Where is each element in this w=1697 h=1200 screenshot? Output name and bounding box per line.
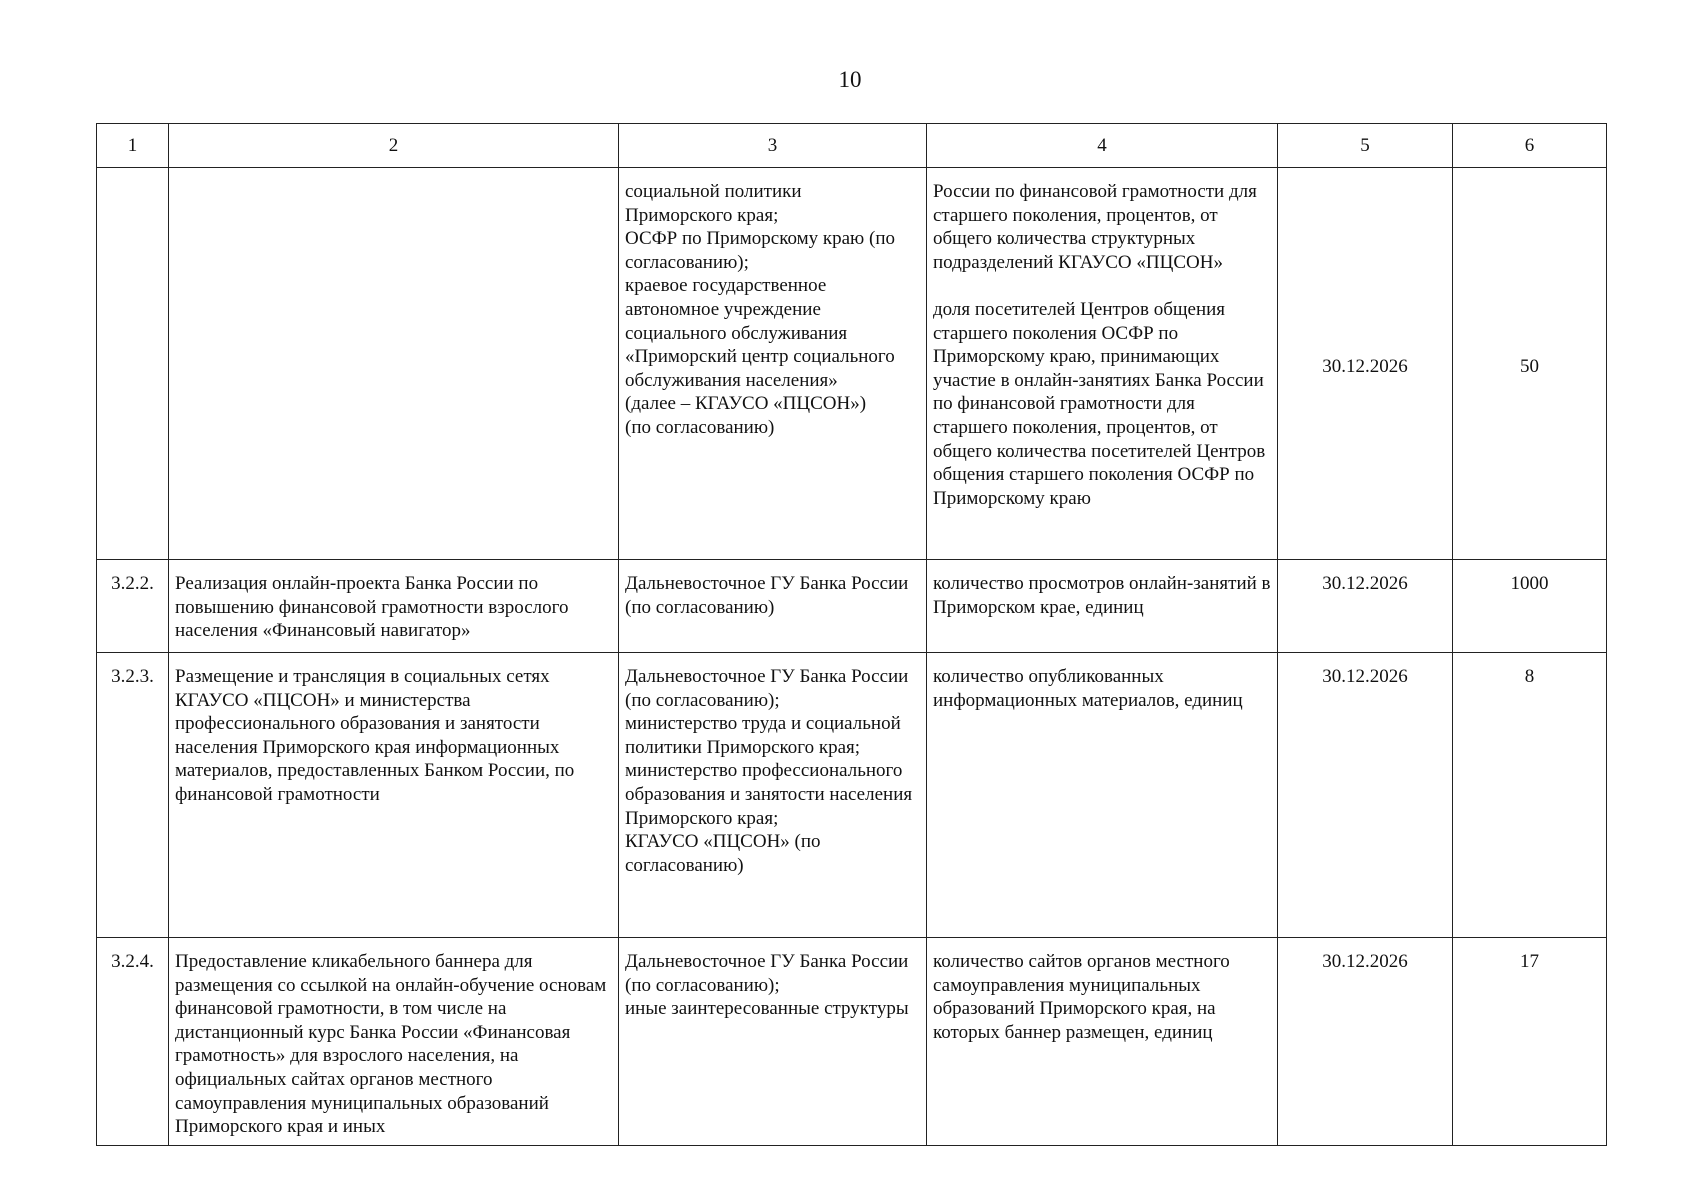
- table-row: [97, 560, 1607, 653]
- deadline-cell: 30.12.2026: [1278, 168, 1453, 560]
- header-col-5: 5: [1278, 124, 1453, 168]
- responsible-cell: социальной политики Приморского края; ОСФР по Приморскому краю (по согласованию); краевое государственное автономное учреждение социального обслуживания «Приморский центр социального обслуживания населения» (далее – КГАУСО «ПЦСОН») (по согласованию): [619, 168, 927, 560]
- indicator-cell: количество опубликованных информационных материалов, единиц: [927, 653, 1278, 938]
- header-col-6: 6: [1453, 124, 1607, 168]
- table-row: [97, 168, 1607, 560]
- indicator-cell: количество просмотров онлайн-занятий в Приморском крае, единиц: [927, 560, 1278, 653]
- measure-cell: Предоставление кликабельного баннера для размещения со ссылкой на онлайн-обучение основам финансовой грамотности, в том числе на дистанционный курс Банка России «Финансовая грамотность» для взрослого населения, на официальных сайтах органов местного самоуправления муниципальных образований Приморского края и иных: [169, 938, 619, 1146]
- indicator-cell: России по финансовой грамотности для старшего поколения, процентов, от общего количества структурных подразделений КГАУСО «ПЦСОН» доля посетителей Центров общения старшего поколения ОСФР по Приморскому краю, принимающих участие в онлайн-занятиях Банка России по финансовой грамотности для старшего поколения, процентов, от общего количества посетителей Центров общения старшего поколения ОСФР по Приморскому краю: [927, 168, 1278, 560]
- header-col-4: 4: [927, 124, 1278, 168]
- plan-table: [96, 123, 1607, 1146]
- target-value-cell: 1000: [1453, 560, 1607, 653]
- row-number-cell: 3.2.2.: [97, 560, 169, 653]
- page-number: 10: [838, 67, 862, 92]
- table-header-row: [97, 124, 1607, 168]
- header-col-1: 1: [97, 124, 169, 168]
- header-col-3: 3: [619, 124, 927, 168]
- row-number-cell: 3.2.4.: [97, 938, 169, 1146]
- table-row: [97, 938, 1607, 1146]
- deadline-cell: 30.12.2026: [1278, 560, 1453, 653]
- deadline-cell: 30.12.2026: [1278, 653, 1453, 938]
- responsible-cell: Дальневосточное ГУ Банка России (по согласованию); иные заинтересованные структуры: [619, 938, 927, 1146]
- header-col-2: 2: [169, 124, 619, 168]
- target-value-cell: 8: [1453, 653, 1607, 938]
- measure-cell: Размещение и трансляция в социальных сетях КГАУСО «ПЦСОН» и министерства профессионального образования и занятости населения Приморского края информационных материалов, предоставленных Банком России, по финансовой грамотности: [169, 653, 619, 938]
- target-value-cell: 50: [1453, 168, 1607, 560]
- target-value-cell: 17: [1453, 938, 1607, 1146]
- deadline-cell: 30.12.2026: [1278, 938, 1453, 1146]
- row-number-cell: [97, 168, 169, 560]
- responsible-cell: Дальневосточное ГУ Банка России (по согласованию); министерство труда и социальной политики Приморского края; министерство профессионального образования и занятости населения Приморского края; КГАУСО «ПЦСОН» (по согласованию): [619, 653, 927, 938]
- measure-cell: [169, 168, 619, 560]
- indicator-cell: количество сайтов органов местного самоуправления муниципальных образований Приморского края, на которых баннер размещен, единиц: [927, 938, 1278, 1146]
- responsible-cell: Дальневосточное ГУ Банка России (по согласованию): [619, 560, 927, 653]
- measure-cell: Реализация онлайн-проекта Банка России по повышению финансовой грамотности взрослого населения «Финансовый навигатор»: [169, 560, 619, 653]
- table-row: [97, 653, 1607, 938]
- row-number-cell: 3.2.3.: [97, 653, 169, 938]
